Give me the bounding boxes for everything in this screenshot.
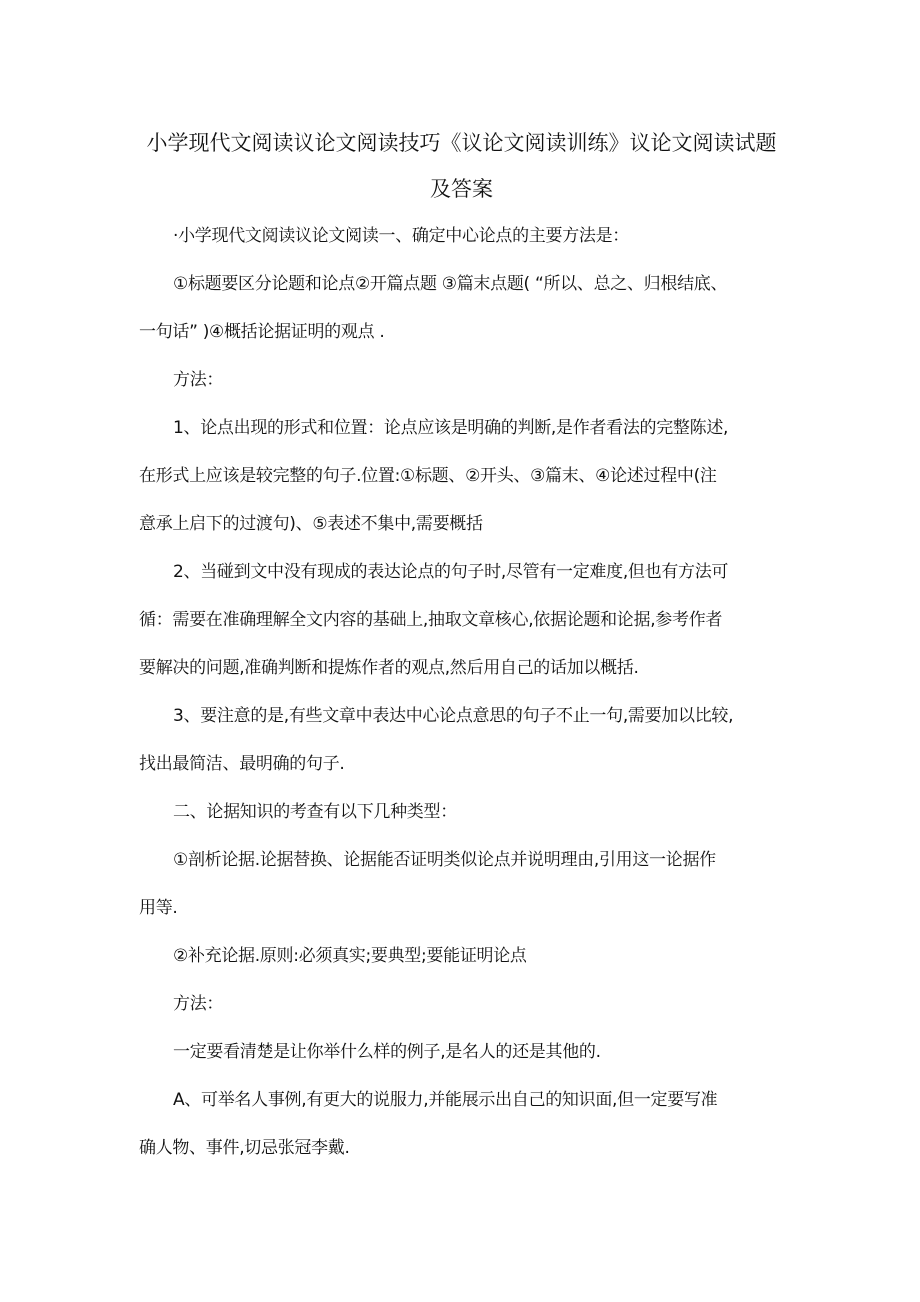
paragraph xyxy=(139,260,784,356)
paragraph-line: 意承上启下的过渡句)、⑤表述不集中,需要概括 xyxy=(139,514,483,534)
paragraph-line: 方法： xyxy=(173,370,224,390)
paragraph xyxy=(139,980,784,1028)
paragraph-line: 循：需要在准确理解全文内容的基础上,抽取文章核心,依据论题和论据,参考作者 xyxy=(139,610,723,630)
paragraph xyxy=(139,788,784,836)
paragraph xyxy=(139,212,784,260)
paragraph-line: 一句话” )④概括论据证明的观点 . xyxy=(139,322,385,342)
paragraph-line: 方法： xyxy=(173,994,224,1014)
paragraph-line: 1、论点出现的形式和位置：论点应该是明确的判断,是作者看法的完整陈述, xyxy=(173,418,729,438)
title-line: 及答案 xyxy=(430,177,493,201)
paragraph-line: 要解决的问题,准确判断和提炼作者的观点,然后用自己的话加以概括. xyxy=(139,658,639,678)
paragraph-line: ②补充论据.原则:必须真实;要典型;要能证明论点 xyxy=(173,946,527,966)
paragraph xyxy=(139,404,784,548)
paragraph-line: 在形式上应该是较完整的句子.位置:①标题、②开头、③篇末、④论述过程中(注 xyxy=(139,466,717,486)
paragraph-line: ①标题要区分论题和论点②开篇点题 ③篇末点题( “所以、总之、归根结底、 xyxy=(173,274,728,294)
paragraph-line: 2、当碰到文中没有现成的表达论点的句子时,尽管有一定难度,但也有方法可 xyxy=(173,562,729,582)
paragraph xyxy=(139,932,784,980)
paragraph xyxy=(139,1028,784,1076)
paragraph-line: 二、论据知识的考查有以下几种类型： xyxy=(173,802,457,822)
paragraph-line: A、可举名人事例,有更大的说服力,并能展示出自己的知识面,但一定要写准 xyxy=(173,1090,718,1110)
document-body xyxy=(139,212,784,1172)
paragraph-line: 用等. xyxy=(139,898,178,918)
paragraph xyxy=(139,692,784,788)
paragraph xyxy=(139,548,784,692)
paragraph-line: 确人物、事件,切忌张冠李戴. xyxy=(139,1138,350,1158)
paragraph xyxy=(139,356,784,404)
title-line: 小学现代文阅读议论文阅读技巧《议论文阅读训练》议论文阅读试题 xyxy=(146,131,777,155)
paragraph-line: 找出最简洁、最明确的句子. xyxy=(139,754,345,774)
paragraph-line: ①剖析论据.论据替换、论据能否证明类似论点并说明理由,引用这一论据作 xyxy=(173,850,716,870)
paragraph-line: ·小学现代文阅读议论文阅读一、确定中心论点的主要方法是： xyxy=(173,226,630,246)
paragraph-line: 3、要注意的是,有些文章中表达中心论点意思的句子不止一句,需要加以比较, xyxy=(173,706,734,726)
document-page xyxy=(139,120,784,1172)
paragraph-line: 一定要看清楚是让你举什么样的例子,是名人的还是其他的. xyxy=(173,1042,601,1062)
paragraph xyxy=(139,1076,784,1172)
paragraph xyxy=(139,836,784,932)
document-title xyxy=(133,120,790,212)
